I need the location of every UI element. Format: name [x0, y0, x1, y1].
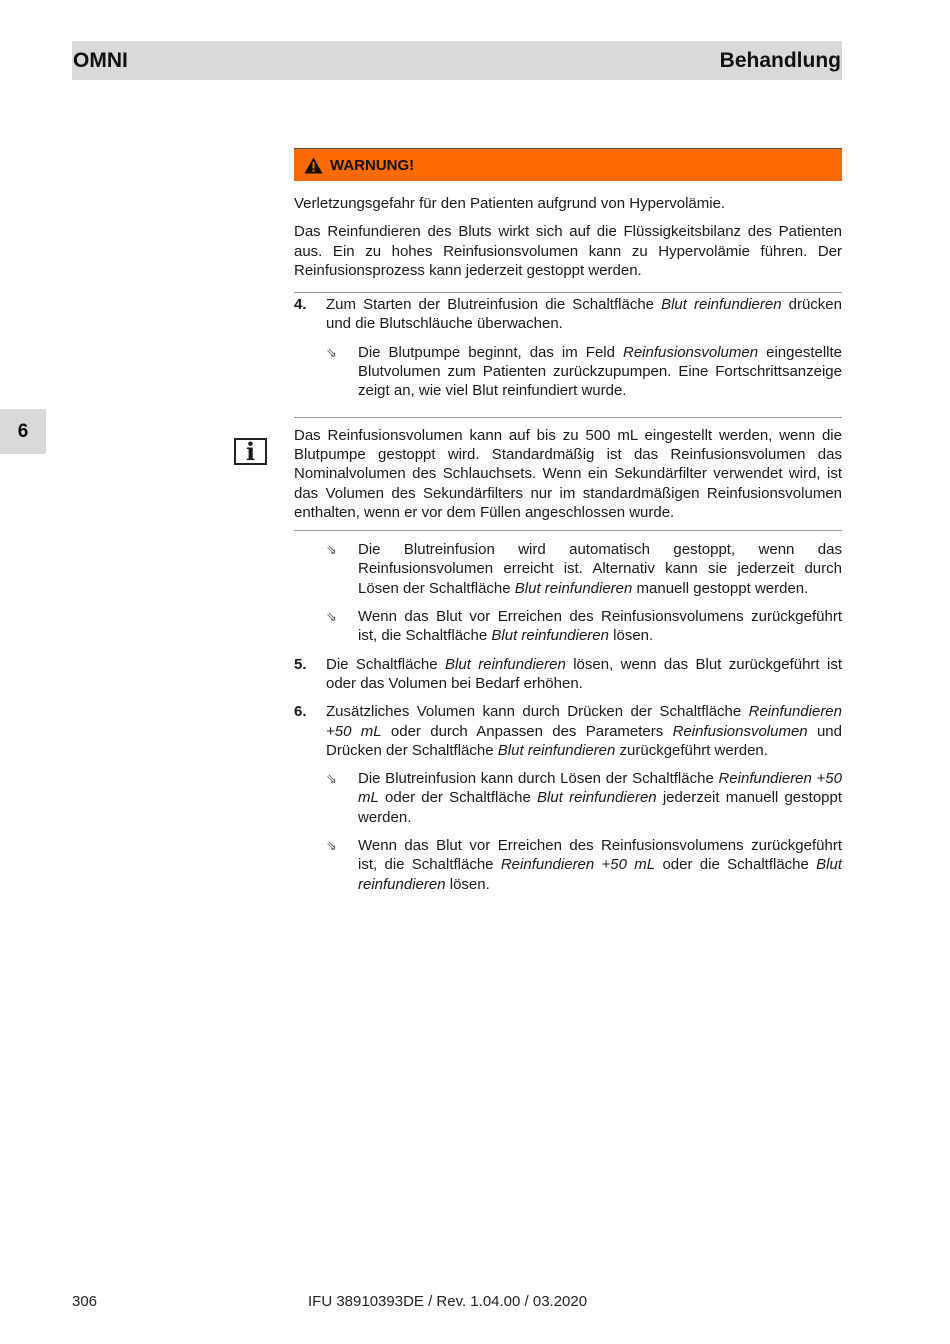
chapter-tab: 6: [0, 409, 46, 454]
section-title: Behandlung: [719, 48, 841, 72]
info-text: Das Reinfusionsvolumen kann auf bis zu 500 mL eingestellt werden, wenn die Blutpumpe gestoppt wird. Standardmäßig ist das Reinfusionsvolumen das Nominalvolumen des Schlauchsets. Wenn ein Sekundärfilter verwendet wird, ist das Volumen des Sekundärfilters nur im standardmäßigen Reinfusionsvolumen enthalten, wenn er vor dem Füllen angeschlossen wurde.: [294, 426, 842, 521]
page-header: [72, 41, 842, 80]
step-6: [294, 702, 842, 760]
result-text: Die Blutpumpe beginnt, das im Feld Reinfusionsvolumen eingestellte Blutvolumen zum Patienten zurückzupumpen. Eine Fortschrittsanzeige zeigt an, wie viel Blut reinfundiert wurde.: [358, 343, 842, 400]
step-number: 5.: [294, 655, 307, 673]
result-auto-stop: [326, 540, 842, 598]
result-text: Die Blutreinfusion kann durch Lösen der Schaltfläche Reinfundieren +50 mL oder der Schaltfläche Blut reinfundieren jederzeit manuell gestoppt werden.: [358, 770, 843, 826]
warning-label: WARNUNG!: [330, 156, 415, 174]
warning-text-1: Verletzungsgefahr für den Patienten aufgrund von Hypervolämie.: [294, 195, 726, 212]
warning-triangle-icon: [304, 157, 323, 174]
step-6-result-1: [326, 769, 842, 827]
product-name: OMNI: [73, 48, 128, 72]
main-content: [294, 148, 842, 894]
warning-text-2: Das Reinfundieren des Bluts wirkt sich auf die Flüssigkeitsbilanz des Patienten aus. Ein zu hohes Reinfusionsvolumen kann zu Hypervolämie führen. Der Reinfusionsprozess kann jederzeit gestoppt werden.: [294, 223, 842, 279]
result-text: Wenn das Blut vor Erreichen des Reinfusionsvolumens zurückgeführt ist, die Schaltfläche Reinfundieren +50 mL oder die Schaltfläche Blut reinfundieren lösen.: [358, 837, 843, 893]
result-arrow-icon: ⇘: [326, 542, 337, 558]
result-release: [326, 607, 842, 646]
document-reference: IFU 38910393DE / Rev. 1.04.00 / 03.2020: [308, 1293, 588, 1310]
result-text: Wenn das Blut vor Erreichen des Reinfusionsvolumens zurückgeführt ist, die Schaltfläche Blut reinfundieren lösen.: [358, 608, 842, 645]
step-5: [294, 655, 842, 694]
result-text: Die Blutreinfusion wird automatisch gestoppt, wenn das Reinfusionsvolumen erreicht ist. Alternativ kann sie jederzeit durch Lösen der Schaltfläche Blut reinfundieren manuell gestoppt werden.: [358, 541, 842, 597]
page-number: 306: [72, 1293, 98, 1310]
result-arrow-icon: ⇘: [326, 609, 337, 625]
result-arrow-icon: ⇘: [326, 344, 337, 360]
result-arrow-icon: ⇘: [326, 771, 337, 787]
step-text: Die Schaltfläche Blut reinfundieren lösen, wenn das Blut zurückgeführt ist oder das Volumen bei Bedarf erhöhen.: [326, 655, 842, 692]
step-4-result: [326, 343, 842, 401]
step-4: [294, 295, 842, 334]
step-text: Zum Starten der Blutreinfusion die Schaltfläche Blut reinfundieren drücken und die Blutschläuche überwachen.: [326, 296, 842, 333]
step-number: 6.: [294, 703, 307, 721]
step-number: 4.: [294, 296, 307, 314]
info-icon: i: [234, 438, 267, 465]
result-arrow-icon: ⇘: [326, 838, 337, 854]
info-divider-top: [294, 417, 842, 418]
divider: [294, 292, 842, 293]
warning-banner: [294, 148, 842, 181]
info-divider-bottom: [294, 530, 842, 531]
step-text: Zusätzliches Volumen kann durch Drücken der Schaltfläche Reinfundieren +50 mL oder durch Anpassen des Parameters Reinfusionsvolumen und Drücken der Schaltfläche Blut reinfundieren zurückgeführt werden.: [326, 703, 842, 759]
step-6-result-2: [326, 836, 842, 894]
